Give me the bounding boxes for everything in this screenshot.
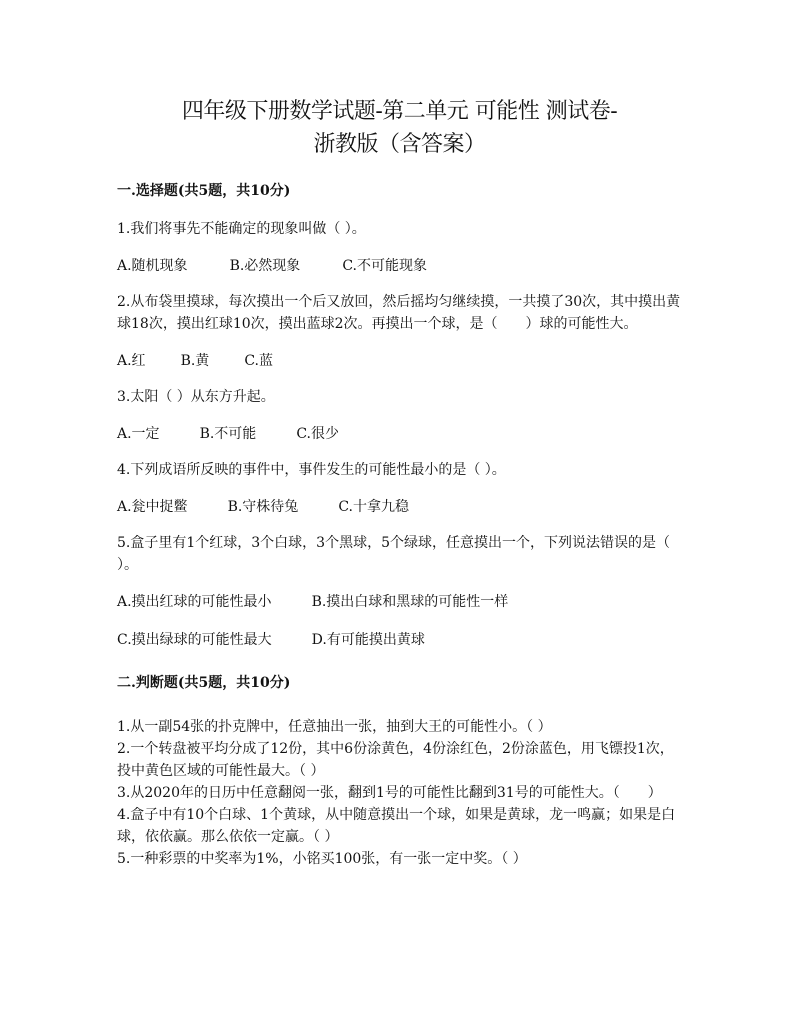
true-false-item: 1.从一副54张的扑克牌中，任意抽出一张，抽到大王的可能性小。（ ） — [117, 719, 552, 735]
question-1 — [117, 218, 682, 277]
section-heading-choice: 一.选择题(共5题，共10分) — [117, 183, 291, 199]
question-5 — [117, 532, 682, 651]
question-text: 2.从布袋里摸球，每次摸出一个后又放回，然后摇均匀继续摸，一共摸了30次，其中摸出黄球18次，摸出红球10次，摸出蓝球2次。再摸出一个球，是（ ）球的可能性大。 — [117, 294, 681, 332]
question-4 — [117, 459, 682, 518]
option-c: C.很少 — [296, 426, 339, 442]
question-text: 5.盒子里有1个红球，3个白球，3个黑球，5个绿球，任意摸出一个，下列说法错误的是（ ）。 — [117, 535, 670, 573]
options-row — [117, 591, 682, 613]
option-a: A.摸出红球的可能性最小 — [117, 594, 272, 610]
section-heading-true-false: 二.判断题(共5题，共10分) — [117, 675, 291, 691]
title-line-2: 浙教版（含答案） — [313, 132, 486, 157]
question-text: 1.我们将事先不能确定的现象叫做（ ）。 — [117, 221, 366, 237]
document-title — [117, 95, 682, 161]
options-row — [117, 629, 682, 651]
question-2 — [117, 291, 682, 372]
true-false-item: 4.盒子中有10个白球、1个黄球，从中随意摸出一个球，如果是黄球，龙一鸣赢；如果是白球，依依赢。那么依依一定赢。（ ） — [117, 807, 676, 845]
true-false-list — [117, 716, 682, 870]
option-a: A.瓮中捉鳖 — [117, 499, 188, 515]
option-c: C.十拿九稳 — [338, 499, 409, 515]
option-a: A.红 — [117, 353, 146, 369]
option-a: A.随机现象 — [117, 258, 188, 274]
option-a: A.一定 — [117, 426, 160, 442]
option-d: D.有可能摸出黄球 — [311, 632, 425, 648]
option-b: B.黄 — [180, 353, 210, 369]
option-b: B.不可能 — [199, 426, 257, 442]
question-text: 4.下列成语所反映的事件中，事件发生的可能性最小的是（ ）。 — [117, 462, 506, 478]
true-false-item: 5.一种彩票的中奖率为1%，小铭买100张，有一张一定中奖。（ ） — [117, 851, 527, 867]
true-false-item: 3.从2020年的日历中任意翻阅一张，翻到1号的可能性比翻到31号的可能性大。（ ） — [117, 785, 662, 801]
options-row — [117, 350, 682, 372]
options-row — [117, 496, 682, 518]
title-line-1: 四年级下册数学试题-第二单元 可能性 测试卷- — [181, 99, 618, 124]
question-text: 3.太阳（ ）从东方升起。 — [117, 389, 275, 405]
option-b: B.必然现象 — [229, 258, 301, 274]
option-c: C.摸出绿球的可能性最大 — [117, 632, 272, 648]
question-3 — [117, 386, 682, 445]
option-b: B.摸出白球和黑球的可能性一样 — [311, 594, 509, 610]
option-b: B.守株待兔 — [227, 499, 299, 515]
option-c: C.不可能现象 — [342, 258, 427, 274]
option-c: C.蓝 — [244, 353, 273, 369]
options-row — [117, 255, 682, 277]
options-row — [117, 423, 682, 445]
true-false-item: 2.一个转盘被平均分成了12份，其中6份涂黄色，4份涂红色，2份涂蓝色，用飞镖投1次，投中黄色区域的可能性最大。（ ） — [117, 741, 674, 779]
